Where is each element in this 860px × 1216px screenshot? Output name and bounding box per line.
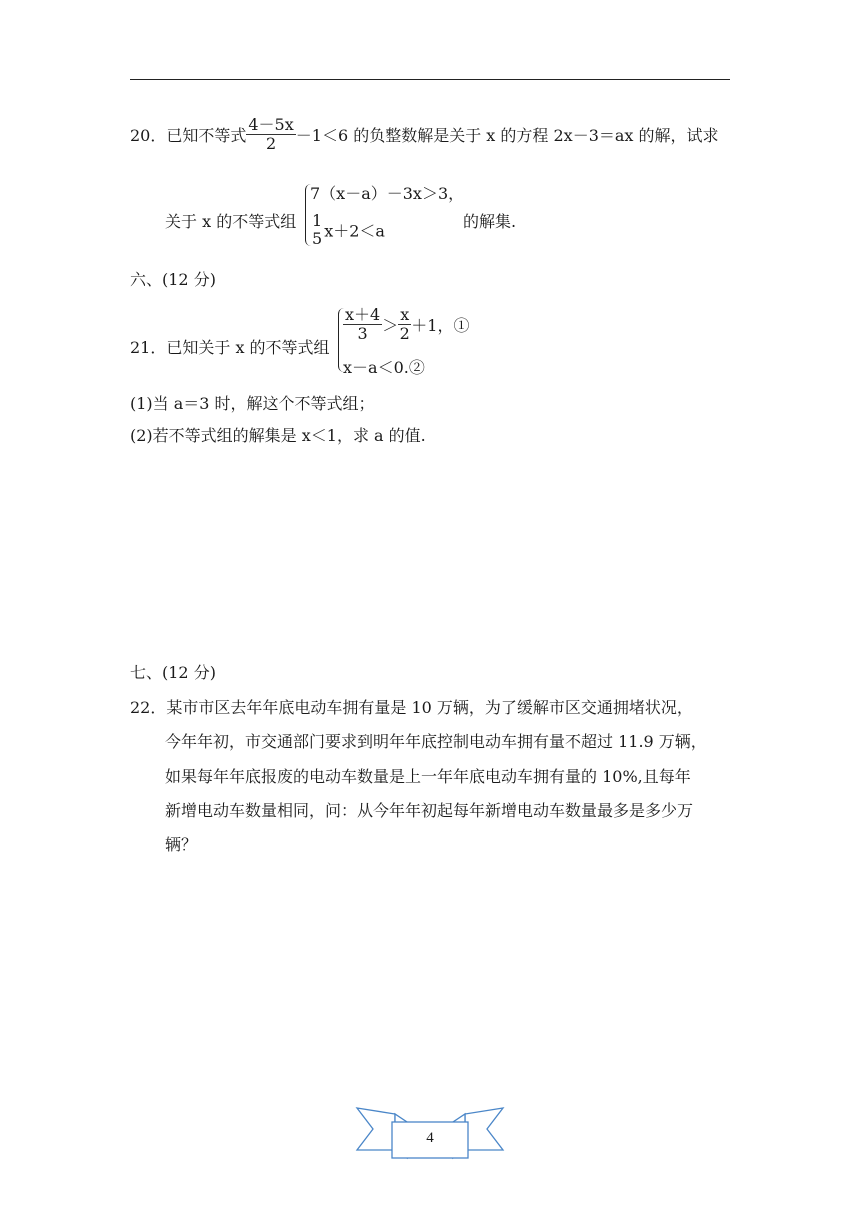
q21-frac1-num: x＋4 — [345, 305, 381, 324]
q21-frac1-den: 3 — [357, 324, 368, 343]
q20-line2-tail: 的解集. — [463, 212, 517, 231]
q20-lead: 20．已知不等式 — [130, 126, 247, 145]
page-number: 4 — [426, 1130, 434, 1146]
q22-line5: 辆？ — [165, 835, 198, 854]
q22-line4: 新增电动车数量相同，问：从今年年初起每年新增电动车数量最多是多少万 — [165, 801, 694, 820]
q21-lead: 21．已知关于 x 的不等式组 — [130, 338, 330, 357]
q20-frac-den: 2 — [265, 134, 277, 153]
q20-after-frac: －1＜6 的负整数解是关于 x 的方程 2x－3＝ax 的解，试求 — [295, 126, 719, 145]
header-rule — [130, 79, 730, 80]
q21-gt: ＞ — [382, 316, 399, 335]
q20-sys-frac — [310, 212, 324, 248]
q21-part1: (1)当 a＝3 时，解这个不等式组； — [130, 394, 375, 413]
q20-line2-lead: 关于 x 的不等式组 — [165, 212, 297, 231]
section7-heading: 七、(12 分) — [130, 663, 216, 682]
q21-row1-tail: ＋1，① — [411, 316, 470, 335]
q21-frac2-num: x — [400, 305, 410, 324]
q20-sys-row2-rest: x＋2＜a — [324, 221, 385, 241]
q21-frac2 — [398, 306, 411, 343]
q21-row2: x－a＜0.② — [343, 358, 425, 377]
q20-sys-row2 — [310, 211, 385, 250]
q22-line2: 今年年初，市交通部门要求到明年年底控制电动车拥有量不超过 11.9 万辆， — [165, 732, 707, 751]
q22-line1: 22．某市市区去年年底电动车拥有量是 10 万辆，为了缓解市区交通拥堵状况， — [130, 698, 693, 717]
q20-fraction — [246, 116, 295, 153]
q20-frac-num: 4－5x — [248, 115, 294, 134]
q21-row1 — [343, 305, 470, 345]
q20-sys-frac-num: 1 — [312, 211, 323, 230]
q20-line1 — [130, 115, 719, 155]
q20-sys-frac-den: 5 — [312, 229, 323, 248]
q21-part2: (2)若不等式组的解集是 x＜1，求 a 的值. — [130, 426, 426, 445]
q21-frac2-den: 2 — [399, 324, 410, 343]
q22-line3: 如果每年年底报废的电动车数量是上一年年底电动车拥有量的 10%,且每年 — [165, 767, 691, 786]
section6-heading: 六、(12 分) — [130, 270, 216, 289]
q20-sys-row1: 7（x－a）－3x＞3， — [310, 184, 465, 203]
q21-frac1 — [343, 306, 382, 343]
